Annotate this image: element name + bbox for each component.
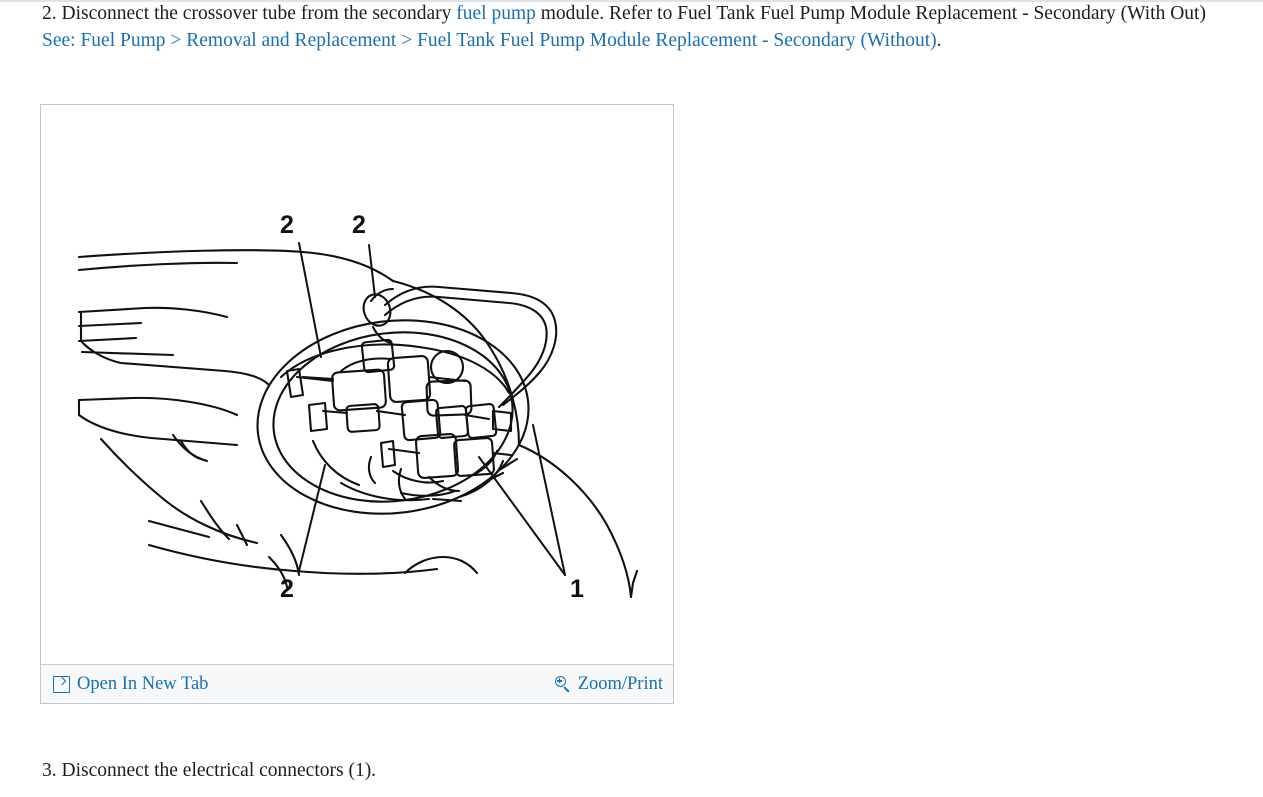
figure-callout-2c: 2 bbox=[280, 575, 294, 603]
step-2-text-before: Disconnect the crossover tube from the secondary bbox=[61, 3, 452, 24]
figure-container bbox=[40, 104, 674, 704]
step-3-number: 3. bbox=[42, 760, 57, 781]
figure-toolbar bbox=[41, 664, 673, 703]
instruction-step-3 bbox=[42, 757, 942, 784]
step-2-text-middle: module. Refer to Fuel Tank Fuel Pump Module Replacement - Secondary (With Out) bbox=[540, 3, 1206, 24]
step-3-text: Disconnect the electrical connectors (1). bbox=[61, 760, 377, 781]
step-2-text-end: . bbox=[936, 30, 942, 51]
new-tab-icon bbox=[53, 676, 70, 693]
fuel-pump-link[interactable]: fuel pump bbox=[456, 3, 536, 24]
figure-callout-1: 1 bbox=[570, 575, 584, 603]
open-in-new-tab-label: Open In New Tab bbox=[77, 673, 209, 694]
replacement-reference-link[interactable]: See: Fuel Pump > Removal and Replacement > Fuel Tank Fuel Pump Module Replacement - Secondary (Without) bbox=[42, 30, 937, 51]
open-in-new-tab-button[interactable] bbox=[53, 674, 208, 695]
figure-callout-2a: 2 bbox=[280, 211, 294, 239]
figure-illustration bbox=[41, 105, 673, 664]
step-2-number: 2. bbox=[42, 3, 57, 24]
instruction-step-2 bbox=[42, 0, 1242, 54]
magnifier-plus-icon bbox=[555, 676, 571, 692]
zoom-print-button[interactable] bbox=[555, 674, 663, 695]
zoom-print-label: Zoom/Print bbox=[577, 673, 663, 694]
figure-callout-2b: 2 bbox=[352, 211, 366, 239]
